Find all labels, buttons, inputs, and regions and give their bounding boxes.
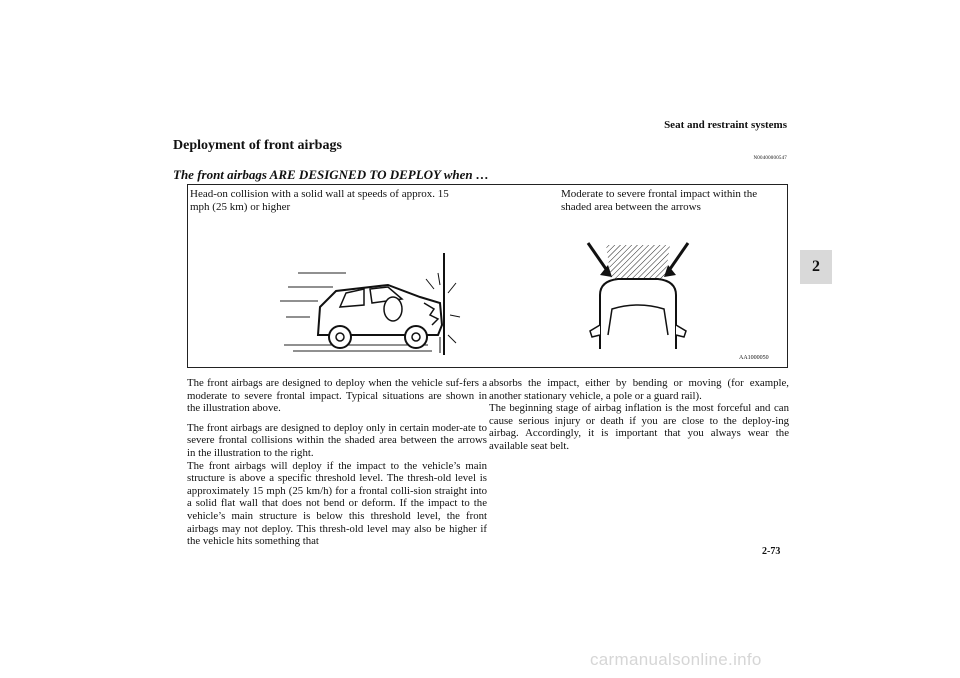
car-wall-collision-drawing	[280, 253, 460, 355]
body-paragraph: The front airbags are designed to deploy when the vehicle suf-fers a moderate to severe frontal impact. Typical situations are shown in the illustration above.	[187, 377, 487, 415]
collision-illustration	[188, 185, 787, 367]
figure-caption-left: Head-on collision with a solid wall at speeds of approx. 15 mph (25 km) or higher	[190, 188, 449, 213]
running-header: Seat and restraint systems	[664, 119, 787, 131]
section-subtitle: The front airbags ARE DESIGNED TO DEPLOY when …	[173, 167, 489, 182]
illustration-figure	[187, 184, 788, 368]
body-left-column	[187, 377, 487, 548]
body-right-column	[489, 377, 789, 453]
body-paragraph: The front airbags will deploy if the impact to the vehicle’s main structure is above a specific threshold level. The thresh-old level is approximately 15 mph (25 km/h) for a frontal colli-sion straight into a solid flat wall that does not bend or deform. If the impact to the vehicle’s main structure is below this threshold level, the front airbags may not deploy. This thresh-old level may also be higher if the vehicle hits something that	[187, 459, 487, 548]
figure-code: AA1000050	[739, 355, 769, 361]
watermark: carmanualsonline.info	[590, 650, 762, 669]
body-paragraph: The front airbags are designed to deploy only in certain moder-ate to severe frontal collisions within the shaded area between the arrows in the illustration to the right.	[187, 421, 487, 459]
section-code: N00400000547	[753, 156, 787, 161]
body-paragraph: absorbs the impact, either by bending or moving (for example, another stationary vehicle, a pole or a guard rail).	[489, 377, 789, 402]
figure-caption-right: Moderate to severe frontal impact within the shaded area between the arrows	[561, 188, 758, 213]
top-view-impact-zone-drawing	[588, 243, 688, 349]
section-title: Deployment of front airbags	[173, 138, 342, 153]
chapter-tab: 2	[800, 250, 832, 284]
page-number: 2-73	[762, 546, 781, 557]
body-paragraph: The beginning stage of airbag inflation is the most forceful and can cause serious injury or death if you are close to the deploy-ing airbag. Accordingly, it is important that you always wear the available seat belt.	[489, 402, 789, 452]
